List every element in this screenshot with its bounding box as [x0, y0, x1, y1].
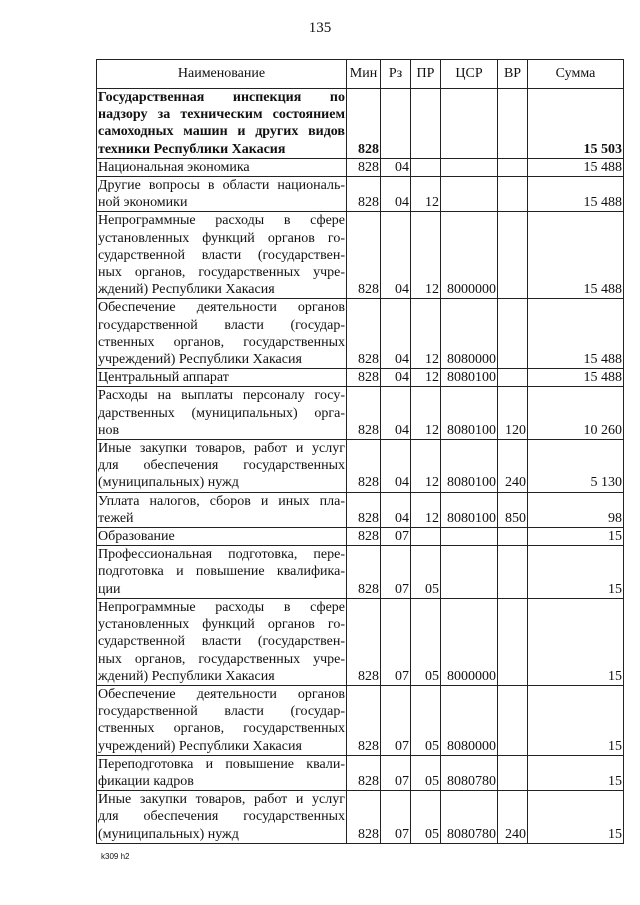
cell-pr: [411, 528, 441, 546]
name-line: ждений) Республики Хакасия: [98, 668, 275, 684]
table-header-row: [97, 60, 624, 89]
cell-pr: 05: [411, 598, 441, 685]
table-row: [97, 299, 624, 369]
table-row: [97, 212, 624, 299]
name-line: Центральный аппарат: [98, 370, 229, 386]
cell-min: 828: [347, 440, 381, 493]
table-row: [97, 755, 624, 790]
footer-code: k309 h2: [101, 852, 130, 861]
cell-min: 828: [347, 791, 381, 844]
name-line: Переподготовка и повышение квали-: [98, 756, 345, 772]
cell-vr: [498, 212, 528, 299]
cell-min: 828: [347, 387, 381, 440]
cell-pr: 12: [411, 492, 441, 527]
table-body: [97, 89, 624, 844]
cell-name: [97, 685, 347, 755]
cell-pr: 12: [411, 177, 441, 212]
cell-sum: 15 503: [528, 89, 624, 159]
cell-csr: 8080780: [441, 791, 498, 844]
cell-name: [97, 387, 347, 440]
cell-sum: 15: [528, 755, 624, 790]
cell-min: 828: [347, 369, 381, 387]
name-line: тежей: [98, 510, 134, 526]
table-row: [97, 158, 624, 176]
cell-csr: 8080100: [441, 492, 498, 527]
name-line: Уплата налогов, сборов и иных пла-: [98, 493, 345, 509]
cell-name: [97, 212, 347, 299]
page-number: 135: [308, 20, 332, 36]
budget-table: [96, 59, 624, 844]
cell-vr: 120: [498, 387, 528, 440]
cell-name: [97, 89, 347, 159]
name-line: ной экономики: [98, 195, 188, 211]
cell-pr: [411, 158, 441, 176]
cell-pr: 05: [411, 791, 441, 844]
name-line: Иные закупки товаров, работ и услуг: [98, 441, 345, 457]
cell-name: [97, 492, 347, 527]
cell-min: 828: [347, 546, 381, 599]
cell-rz: 04: [381, 387, 411, 440]
table-row: [97, 528, 624, 546]
cell-sum: 15 488: [528, 177, 624, 212]
name-line: (муниципальных) нужд: [98, 475, 239, 491]
header-pr: ПР: [411, 60, 441, 89]
cell-vr: 850: [498, 492, 528, 527]
cell-min: 828: [347, 299, 381, 369]
cell-min: 828: [347, 492, 381, 527]
cell-csr: 8080000: [441, 299, 498, 369]
cell-csr: 8000000: [441, 598, 498, 685]
cell-pr: 12: [411, 212, 441, 299]
name-line: нов: [98, 422, 120, 438]
table-row: [97, 440, 624, 493]
cell-sum: 5 130: [528, 440, 624, 493]
name-line: Профессиональная подготовка, пере-: [98, 547, 345, 563]
cell-vr: [498, 546, 528, 599]
cell-rz: [381, 89, 411, 159]
header-min: Мин: [347, 60, 381, 89]
cell-vr: [498, 755, 528, 790]
cell-rz: 07: [381, 598, 411, 685]
cell-csr: 8080780: [441, 755, 498, 790]
cell-pr: 12: [411, 440, 441, 493]
cell-min: 828: [347, 598, 381, 685]
name-line: Национальная экономика: [98, 159, 250, 175]
name-line: сударственной власти (государствен-: [98, 247, 345, 263]
name-line: для обеспечения государственных: [98, 458, 345, 474]
cell-csr: 8080100: [441, 369, 498, 387]
cell-csr: 8080100: [441, 387, 498, 440]
cell-csr: [441, 546, 498, 599]
cell-name: [97, 755, 347, 790]
header-name: Наименование: [97, 60, 347, 89]
table-row: [97, 177, 624, 212]
header-sum: Сумма: [528, 60, 624, 89]
cell-rz: 04: [381, 369, 411, 387]
table-row: [97, 492, 624, 527]
cell-min: 828: [347, 177, 381, 212]
name-line: Непрограммные расходы в сфере: [98, 599, 345, 615]
name-line: учреждений) Республики Хакасия: [98, 352, 302, 368]
cell-name: [97, 791, 347, 844]
cell-sum: 15: [528, 685, 624, 755]
cell-sum: 15: [528, 528, 624, 546]
name-line: (муниципальных) нужд: [98, 826, 239, 842]
cell-rz: 07: [381, 791, 411, 844]
cell-vr: [498, 369, 528, 387]
cell-name: [97, 440, 347, 493]
cell-sum: 15: [528, 598, 624, 685]
cell-vr: 240: [498, 791, 528, 844]
cell-name: [97, 177, 347, 212]
table-row: [97, 685, 624, 755]
cell-sum: 15: [528, 791, 624, 844]
cell-vr: [498, 177, 528, 212]
cell-pr: 05: [411, 685, 441, 755]
cell-vr: 240: [498, 440, 528, 493]
cell-sum: 98: [528, 492, 624, 527]
cell-sum: 10 260: [528, 387, 624, 440]
name-line: Иные закупки товаров, работ и услуг: [98, 792, 345, 808]
name-line: сударственной власти (государствен-: [98, 634, 345, 650]
cell-pr: 12: [411, 387, 441, 440]
cell-rz: 04: [381, 177, 411, 212]
cell-min: 828: [347, 89, 381, 159]
cell-csr: [441, 528, 498, 546]
cell-pr: 12: [411, 369, 441, 387]
table-row: [97, 791, 624, 844]
table-row: [97, 387, 624, 440]
name-line: дарственных (муниципальных) орга-: [98, 405, 345, 421]
name-line: для обеспечения государственных: [98, 809, 345, 825]
cell-csr: 8080000: [441, 685, 498, 755]
cell-csr: [441, 177, 498, 212]
name-line: установленных функций органов го-: [98, 617, 345, 633]
cell-name: [97, 158, 347, 176]
name-line: учреждений) Республики Хакасия: [98, 738, 302, 754]
cell-rz: 04: [381, 492, 411, 527]
name-line: Государственная инспекция по: [98, 90, 345, 105]
cell-pr: [411, 89, 441, 159]
cell-rz: 07: [381, 755, 411, 790]
cell-vr: [498, 685, 528, 755]
name-line: Обеспечение деятельности органов: [98, 300, 345, 316]
cell-vr: [498, 598, 528, 685]
table-row: [97, 89, 624, 159]
cell-min: 828: [347, 528, 381, 546]
name-line: государственной власти (государ-: [98, 317, 345, 333]
cell-min: 828: [347, 158, 381, 176]
name-line: подготовка и повышение квалифика-: [98, 564, 345, 580]
cell-pr: 05: [411, 755, 441, 790]
cell-vr: [498, 299, 528, 369]
cell-min: 828: [347, 212, 381, 299]
cell-rz: 04: [381, 299, 411, 369]
cell-min: 828: [347, 755, 381, 790]
cell-sum: 15 488: [528, 158, 624, 176]
cell-vr: [498, 158, 528, 176]
cell-rz: 04: [381, 440, 411, 493]
cell-name: [97, 299, 347, 369]
header-csr: ЦСР: [441, 60, 498, 89]
name-line: Обеспечение деятельности органов: [98, 686, 345, 702]
cell-csr: [441, 158, 498, 176]
name-line: техники Республики Хакасия: [98, 141, 286, 157]
cell-name: [97, 598, 347, 685]
cell-rz: 07: [381, 528, 411, 546]
cell-csr: 8080100: [441, 440, 498, 493]
cell-sum: 15 488: [528, 299, 624, 369]
name-line: самоходных машин и других видов: [98, 124, 345, 140]
name-line: фикации кадров: [98, 773, 194, 789]
name-line: ных органов, государственных учре-: [98, 265, 345, 281]
name-line: ных органов, государственных учре-: [98, 651, 345, 667]
name-line: установленных функций органов го-: [98, 230, 345, 246]
name-line: Непрограммные расходы в сфере: [98, 213, 345, 229]
cell-sum: 15 488: [528, 369, 624, 387]
header-rz: Рз: [381, 60, 411, 89]
name-line: ственных органов, государственных: [98, 721, 345, 737]
cell-csr: [441, 89, 498, 159]
name-line: ждений) Республики Хакасия: [98, 282, 275, 298]
cell-rz: 07: [381, 685, 411, 755]
cell-csr: 8000000: [441, 212, 498, 299]
name-line: Другие вопросы в области националь-: [98, 178, 345, 194]
cell-min: 828: [347, 685, 381, 755]
name-line: государственной власти (государ-: [98, 704, 345, 720]
name-line: Образование: [98, 529, 175, 545]
name-line: ственных органов, государственных: [98, 334, 345, 350]
cell-rz: 04: [381, 212, 411, 299]
cell-rz: 07: [381, 546, 411, 599]
cell-rz: 04: [381, 158, 411, 176]
cell-pr: 05: [411, 546, 441, 599]
cell-vr: [498, 89, 528, 159]
cell-vr: [498, 528, 528, 546]
cell-name: [97, 369, 347, 387]
cell-pr: 12: [411, 299, 441, 369]
table-row: [97, 546, 624, 599]
table-row: [97, 369, 624, 387]
cell-name: [97, 528, 347, 546]
cell-sum: 15 488: [528, 212, 624, 299]
name-line: Расходы на выплаты персоналу госу-: [98, 388, 345, 404]
cell-name: [97, 546, 347, 599]
table-row: [97, 598, 624, 685]
header-vr: ВР: [498, 60, 528, 89]
cell-sum: 15: [528, 546, 624, 599]
name-line: надзору за техническим состоянием: [98, 107, 345, 123]
name-line: ции: [98, 581, 121, 597]
